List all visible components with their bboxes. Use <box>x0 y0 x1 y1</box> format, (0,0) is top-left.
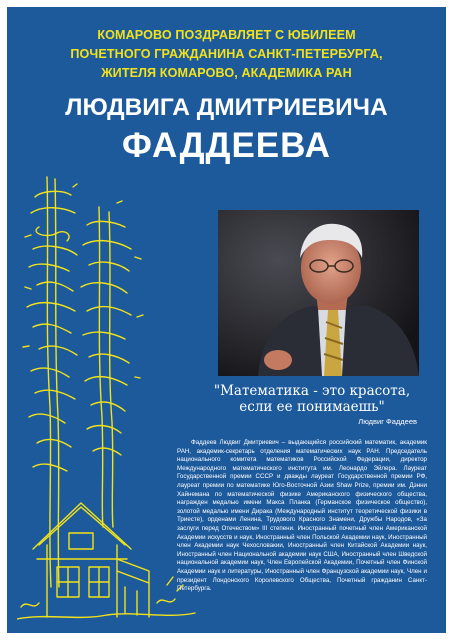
pine-trees-and-house-sketch <box>17 167 197 627</box>
quote-line-2: если ее понимаешь" <box>239 399 385 415</box>
quote-author: Людвиг Фаддеев <box>358 417 417 426</box>
headline-line-2: ПОЧЕТНОГО ГРАЖДАНИНА САНКТ-ПЕТЕРБУРГА, <box>70 47 383 61</box>
headline-line-3: ЖИТЕЛЯ КОМАРОВО, АКАДЕМИКА РАН <box>101 66 352 80</box>
quote-line-1: "Математика - это красота, <box>213 383 411 399</box>
quote-text <box>207 383 417 415</box>
name-last-line: ФАДДЕЕВА <box>122 126 331 165</box>
headline-line-1: КОМАРОВО ПОЗДРАВЛЯЕТ С ЮБИЛЕЕМ <box>97 28 356 42</box>
portrait-photo <box>218 210 419 376</box>
portrait-illustration <box>218 210 419 376</box>
name-first-line: ЛЮДВИГА ДМИТРИЕВИЧА <box>65 94 388 121</box>
biography-text: Фаддеев Людвиг Дмитриевич – выдающийся российский математик, академик РАН, академик-секретарь отделения математических наук РАН. Председатель национального комитета математиков Российской Федерации, директор Международного математического института им. Леонардо Эйлера. Лауреат Государственной премии СССР и дважды лауреат Государственной премии РФ, лауреат премии по математике Юго-Восточной Азии Shaw Prize, премии им. Дэнни Хайнемана по математической физике Американского физического общества, награжден медалью имени Макса Планка (Германское физическое общество), золотой медалью имени Дирака (Международный институт теоретической физики в Триесте), орденами Ленина, Трудового Красного Знамени, Дружбы Народов, «За заслуги перед Отечеством» III степени. Иностранный почетный член Американской Академии искусств и наук, Иностранный член Польской Академии наук, Иностранный член Академии наук Чехословакии, Иностранный член Китайской Академии наук, Иностранный член Национальной академии наук США, Иностранный член Шведской национальной академии наук, Член Европейской Академии, Почетный член Финской Академии наук и литературы, Иностранный член Французской академии наук, Член и президент Лондонского Королевского Общества, Почетный гражданин Санкт-Петербурга. <box>177 439 427 593</box>
blue-panel <box>7 7 446 633</box>
